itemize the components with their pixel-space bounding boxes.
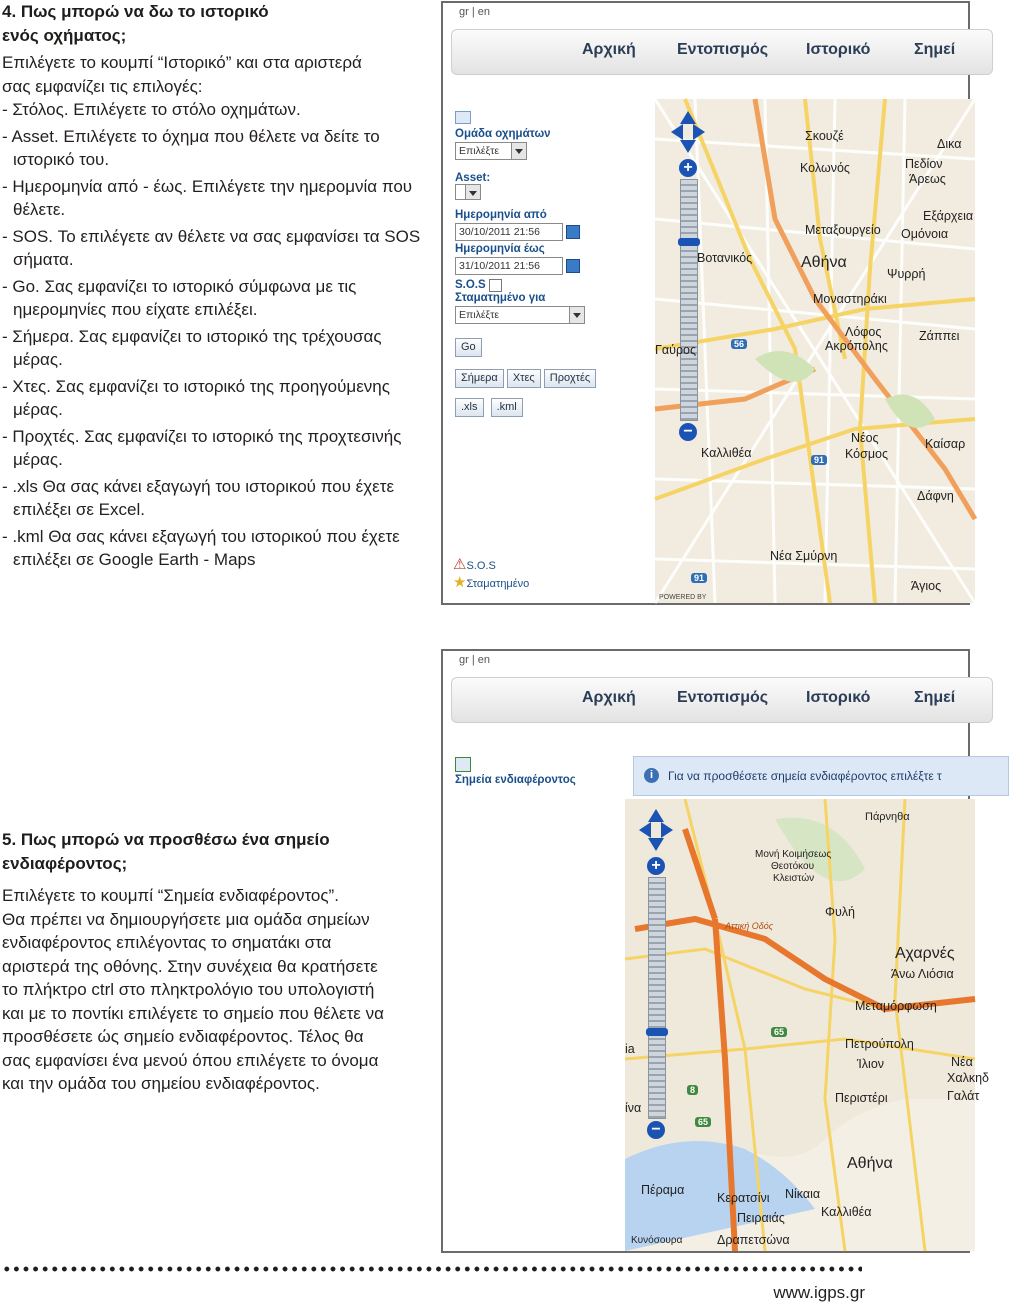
map-label: Αθήνα bbox=[847, 1155, 893, 1172]
map-label: Δικα bbox=[937, 137, 962, 151]
go-button[interactable]: Go bbox=[455, 338, 482, 357]
map-label: Μεταμόρφωση bbox=[855, 999, 937, 1013]
group-label: Ομάδα οχημάτων bbox=[455, 128, 551, 140]
bullet-day-before: - Προχτές. Σας εμφανίζει το ιστορικό της προχτεσινής μέρας. bbox=[2, 426, 402, 469]
map-label: Κόσμος bbox=[845, 447, 889, 461]
bullet-asset: - Asset. Επιλέγετε το όχημα που θέλετε να δείτε το ιστορικό του. bbox=[2, 126, 380, 169]
map-label: Βοτανικός bbox=[697, 251, 753, 265]
zoom-control bbox=[671, 111, 705, 441]
xls-button[interactable]: .xls bbox=[455, 398, 484, 417]
tab-points[interactable]: Σημεί bbox=[914, 689, 956, 706]
map-label: Καλλιθέα bbox=[821, 1205, 872, 1219]
language-switcher bbox=[459, 6, 490, 18]
main-nav bbox=[451, 677, 993, 723]
tab-tracking[interactable]: Εντοπισμός bbox=[677, 41, 769, 58]
language-switcher bbox=[459, 654, 490, 666]
legend-stopped: Σταματημένο bbox=[466, 578, 530, 590]
map-label: Άγιος bbox=[911, 579, 942, 593]
section-4-intro: Επιλέγετε το κουμπί “Ιστορικό” και στα αριστερά σας εμφανίζει τις επιλογές: bbox=[2, 53, 362, 96]
map-label: Δραπετσώνα bbox=[717, 1233, 790, 1247]
bullet-date-range: - Ημερομηνία από - έως. Επιλέγετε την ημερομνία που θέλετε. bbox=[2, 176, 413, 219]
section-5-body: Επιλέγετε το κουμπί “Σημεία ενδιαφέροντος”. Θα πρέπει να δημιουργήσετε μια ομάδα σημείων ενδιαφέροντος επιλέγοντας το σηματάκι στα αριστερά της οθόνης. Στην συνέχεια θα κρατήσετε το πλήκτρο ctrl στο πληκτρολόγιο του υπολογιστή και με το ποντίκι επιλέγετε το σημείο που θέλετε να προσθέσετε ώς σημείο ενδιαφέροντος. Τέλος θα σας εμφανίσει ένα μενού όπου επιλέγετε το όνομα και την ομάδα του σημείου ενδιαφέροντος. bbox=[2, 886, 384, 1093]
asset-label: Asset: bbox=[455, 172, 491, 184]
star-icon: ★ bbox=[453, 574, 467, 591]
map-label: Εξάρχεια bbox=[923, 209, 974, 223]
lang-gr-link[interactable]: gr bbox=[459, 6, 469, 18]
map-label: Πειραιάς bbox=[737, 1211, 785, 1225]
map-label: Θεοτόκου bbox=[771, 861, 815, 872]
tab-history[interactable]: Ιστορικό bbox=[806, 689, 871, 706]
today-button[interactable]: Σήμερα bbox=[455, 369, 504, 388]
map-label: Πάρνηθα bbox=[865, 811, 910, 823]
map-label: Νέα Σμύρνη bbox=[770, 549, 838, 563]
bullet-go: - Go. Σας εμφανίζει το ιστορικό σύμφωνα με τις ημερομηνίες που είχατε επιλέξει. bbox=[2, 276, 357, 319]
zoom-slider[interactable] bbox=[680, 179, 698, 421]
bullet-today: - Σήμερα. Σας εμφανίζει το ιστορικό της τρέχουσας μέρας. bbox=[2, 326, 382, 369]
pan-control[interactable] bbox=[671, 111, 705, 153]
pan-down-icon[interactable] bbox=[648, 838, 664, 851]
map-label: Πετρούπολη bbox=[845, 1037, 914, 1051]
map-legend bbox=[453, 555, 529, 591]
map-label: Αθήνα bbox=[801, 254, 847, 271]
poi-screenshot bbox=[441, 649, 989, 1253]
map-label: ίνα bbox=[625, 1101, 642, 1115]
map-label: Κολωνός bbox=[800, 161, 850, 175]
add-poi-group-icon[interactable] bbox=[455, 757, 471, 772]
calendar-icon[interactable] bbox=[566, 259, 580, 273]
section-5-text bbox=[2, 828, 434, 1096]
history-controls bbox=[455, 111, 596, 417]
pan-up-icon[interactable] bbox=[648, 809, 664, 822]
map-label: Μονή Κοιμήσεως bbox=[755, 849, 832, 860]
chevron-down-icon bbox=[511, 143, 526, 159]
lang-separator: | bbox=[471, 654, 475, 666]
pan-right-icon[interactable] bbox=[693, 124, 705, 140]
road-shield: 91 bbox=[691, 573, 707, 583]
road-shield: 65 bbox=[695, 1117, 711, 1127]
main-nav bbox=[451, 29, 993, 75]
road-shield: 8 bbox=[687, 1085, 698, 1095]
map-label: Γαλάτ bbox=[947, 1089, 980, 1103]
sos-label: S.O.S bbox=[455, 279, 486, 292]
poi-label: Σημεία ενδιαφέροντος bbox=[455, 774, 576, 786]
stopped-select[interactable]: Επιλέξτε bbox=[455, 306, 585, 324]
zoom-out-icon[interactable]: − bbox=[679, 423, 697, 441]
kml-button[interactable]: .kml bbox=[491, 398, 523, 417]
zoom-in-icon[interactable]: + bbox=[647, 857, 665, 875]
pan-down-icon[interactable] bbox=[680, 140, 696, 153]
zoom-slider[interactable] bbox=[648, 877, 666, 1119]
section-4-title: 4. Πως μπορώ να δω το ιστορικό ενός οχήματος; bbox=[2, 2, 269, 45]
tab-tracking[interactable]: Εντοπισμός bbox=[677, 689, 769, 706]
map-label: Αττική Οδός bbox=[725, 921, 774, 931]
zoom-in-icon[interactable]: + bbox=[679, 159, 697, 177]
date-from-label: Ημερομηνία από bbox=[455, 209, 547, 221]
bullet-fleet: - Στόλος. Επιλέγετε το στόλο οχημάτων. bbox=[2, 100, 301, 119]
footer-dots bbox=[2, 1265, 862, 1273]
map-label: Ίλιον bbox=[857, 1057, 885, 1071]
bullet-xls: - .xls Θα σας κάνει εξαγωγή του ιστορικού που έχετε επιλέξει σε Excel. bbox=[2, 476, 395, 519]
section-4-text bbox=[2, 0, 434, 572]
map-label: ia bbox=[625, 1042, 635, 1056]
history-screenshot bbox=[441, 1, 974, 605]
group-select[interactable]: Επιλέξτε bbox=[455, 142, 527, 160]
chevron-down-icon bbox=[569, 307, 584, 323]
date-to-label: Ημερομηνία έως bbox=[455, 243, 545, 255]
poi-info-text: Για να προσθέσετε σημεία ενδιαφέροντος επιλέξτε τ bbox=[668, 769, 942, 783]
map-label: Ζάππει bbox=[919, 329, 960, 343]
map-label: Δάφνη bbox=[917, 489, 954, 503]
history-map[interactable] bbox=[655, 99, 975, 603]
legend-sos: S.O.S bbox=[466, 560, 496, 572]
poi-map[interactable] bbox=[625, 799, 989, 1251]
pan-left-icon[interactable] bbox=[639, 822, 651, 838]
tab-history[interactable]: Ιστορικό bbox=[806, 41, 871, 58]
date-to-input[interactable]: 31/10/2011 21:56 bbox=[455, 257, 563, 275]
zoom-handle[interactable] bbox=[646, 1028, 668, 1036]
lang-separator: | bbox=[471, 6, 475, 18]
zoom-control bbox=[639, 809, 673, 1139]
day-before-button[interactable]: Προχτές bbox=[544, 369, 596, 388]
bullet-sos: - SOS. Το επιλέγετε αν θέλετε να σας εμφανίσει τα SOS σήματα. bbox=[2, 226, 421, 269]
group-icon[interactable] bbox=[455, 111, 471, 124]
map-label: Μεταξουργείο bbox=[805, 223, 881, 237]
map-label: Φυλή bbox=[825, 905, 856, 919]
poi-controls bbox=[455, 757, 576, 786]
map-label: Λόφος bbox=[845, 325, 882, 339]
map-label: Ψυρρή bbox=[887, 267, 926, 281]
map-label: Κερατσίνι bbox=[717, 1191, 770, 1205]
date-from-input[interactable]: 30/10/2011 21:56 bbox=[455, 223, 563, 241]
poi-info-bar bbox=[633, 756, 1009, 796]
tab-points[interactable]: Σημεί bbox=[914, 41, 956, 58]
zoom-handle[interactable] bbox=[678, 238, 700, 246]
calendar-icon[interactable] bbox=[566, 225, 580, 239]
lang-en-link[interactable]: en bbox=[477, 6, 491, 18]
map-label: Πέραμα bbox=[641, 1183, 685, 1197]
section-5-title: 5. Πως μπορώ να προσθέσω ένα σημείο ενδιαφέροντος; bbox=[2, 830, 330, 873]
map-label: Περιστέρι bbox=[835, 1091, 888, 1105]
zoom-out-icon[interactable]: − bbox=[647, 1121, 665, 1139]
lang-gr-link[interactable]: gr bbox=[459, 654, 469, 666]
map-label: Νίκαια bbox=[785, 1187, 821, 1201]
bullet-yesterday: - Χτες. Σας εμφανίζει το ιστορικό της προηγούμενης μέρας. bbox=[2, 376, 390, 419]
map-label: Κλειστών bbox=[773, 873, 815, 884]
tab-home[interactable]: Αρχική bbox=[582, 689, 636, 706]
pan-control[interactable] bbox=[639, 809, 673, 851]
road-shield: 91 bbox=[811, 455, 827, 465]
sos-checkbox[interactable] bbox=[489, 279, 502, 292]
road-shield: 65 bbox=[771, 1027, 787, 1037]
map-label: Άρεως bbox=[909, 172, 946, 186]
map-label: Γαύρος bbox=[655, 343, 697, 357]
pan-right-icon[interactable] bbox=[661, 822, 673, 838]
map-label: Αχαρνές bbox=[895, 945, 955, 962]
map-label: Άνω Λιόσια bbox=[891, 967, 954, 981]
pan-left-icon[interactable] bbox=[671, 124, 683, 140]
map-label: Νέα bbox=[951, 1055, 973, 1069]
map-label: Ακρόπολης bbox=[825, 339, 888, 353]
map-label: Μοναστηράκι bbox=[813, 292, 887, 306]
map-label: Νέος bbox=[851, 431, 879, 445]
road-shield: 56 bbox=[731, 339, 747, 349]
map-label: Σκουζέ bbox=[805, 129, 844, 143]
pan-up-icon[interactable] bbox=[680, 111, 696, 124]
map-label: Κυνόσουρα bbox=[631, 1235, 683, 1246]
map-label: Καίσαρ bbox=[925, 437, 966, 451]
map-label: Πεδίον bbox=[905, 157, 943, 171]
stopped-label: Σταματημένο για bbox=[455, 292, 546, 304]
bullet-kml: - .kml Θα σας κάνει εξαγωγή του ιστορικού που έχετε επιλέξει σε Google Earth - Maps bbox=[2, 526, 400, 569]
lang-en-link[interactable]: en bbox=[477, 654, 491, 666]
chevron-down-icon bbox=[465, 185, 480, 199]
asset-select[interactable] bbox=[455, 184, 481, 200]
map-label: Καλλιθέα bbox=[701, 446, 752, 460]
info-icon: i bbox=[644, 768, 659, 783]
tab-home[interactable]: Αρχική bbox=[582, 41, 636, 58]
map-label: Χαλκηδ bbox=[947, 1071, 989, 1085]
map-label: Ομόνοια bbox=[901, 227, 949, 241]
warning-icon: ⚠ bbox=[453, 556, 467, 573]
yesterday-button[interactable]: Χτες bbox=[507, 369, 541, 388]
map-attribution: POWERED BY bbox=[659, 594, 707, 601]
footer-url: www.igps.gr bbox=[773, 1283, 865, 1302]
